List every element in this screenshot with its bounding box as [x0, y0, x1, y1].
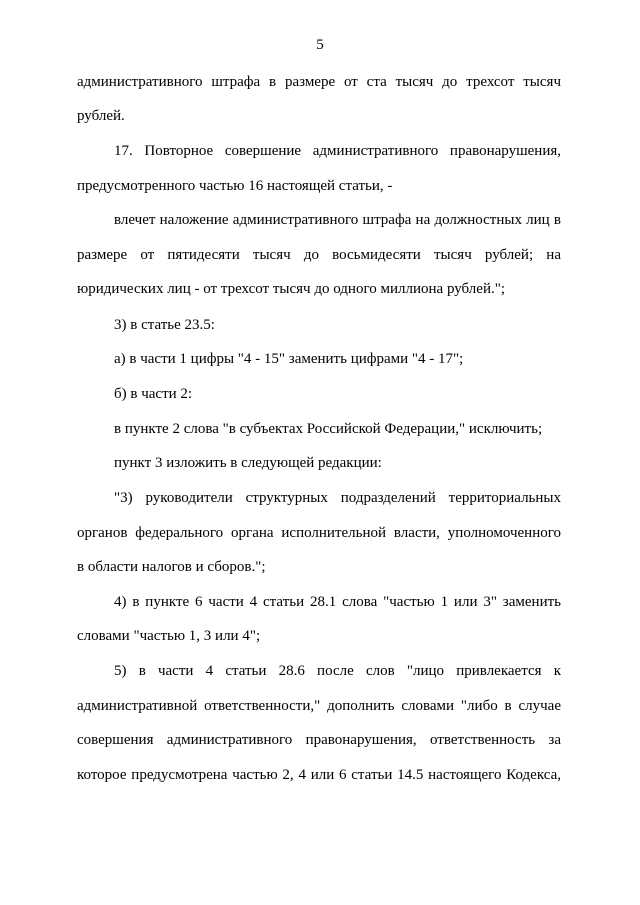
text-line: размере от пятидесяти тысяч до восьмидесяти тысяч рублей; на — [77, 247, 561, 263]
text-line: а) в части 1 цифры "4 - 15" заменить цифрами "4 - 17"; — [114, 351, 464, 367]
text-line: в пункте 2 слова "в субъектах Российской Федерации," исключить; — [114, 421, 543, 437]
text-line: административной ответственности," дополнить словами "либо в случае — [77, 698, 561, 714]
text-line: "3) руководители структурных подразделений территориальных — [114, 490, 561, 506]
text-line: в области налогов и сборов."; — [77, 559, 266, 575]
text-line: 4) в пункте 6 части 4 статьи 28.1 слова "частью 1 или 3" заменить — [114, 594, 561, 610]
text-line: словами "частью 1, 3 или 4"; — [77, 628, 261, 644]
text-line: пункт 3 изложить в следующей редакции: — [114, 455, 382, 471]
text-line: административного штрафа в размере от ста тысяч до трехсот тысяч — [77, 74, 561, 90]
text-line: 3) в статье 23.5: — [114, 317, 215, 333]
page-number: 5 — [316, 37, 324, 53]
text-line: б) в части 2: — [114, 386, 193, 402]
text-line: совершения административного правонарушения, ответственность за — [77, 732, 561, 748]
text-line: предусмотренного частью 16 настоящей статьи, - — [77, 178, 393, 194]
text-line: юридических лиц - от трехсот тысяч до одного миллиона рублей."; — [77, 281, 506, 297]
text-line: 17. Повторное совершение административного правонарушения, — [114, 143, 561, 159]
text-line: 5) в части 4 статьи 28.6 после слов "лицо привлекается к — [114, 663, 561, 679]
text-line: органов федерального органа исполнительной власти, уполномоченного — [77, 525, 561, 541]
text-line: рублей. — [77, 108, 125, 124]
text-line: которое предусмотрена частью 2, 4 или 6 статьи 14.5 настоящего Кодекса, — [77, 767, 561, 783]
text-line: влечет наложение административного штрафа на должностных лиц в — [114, 212, 561, 228]
